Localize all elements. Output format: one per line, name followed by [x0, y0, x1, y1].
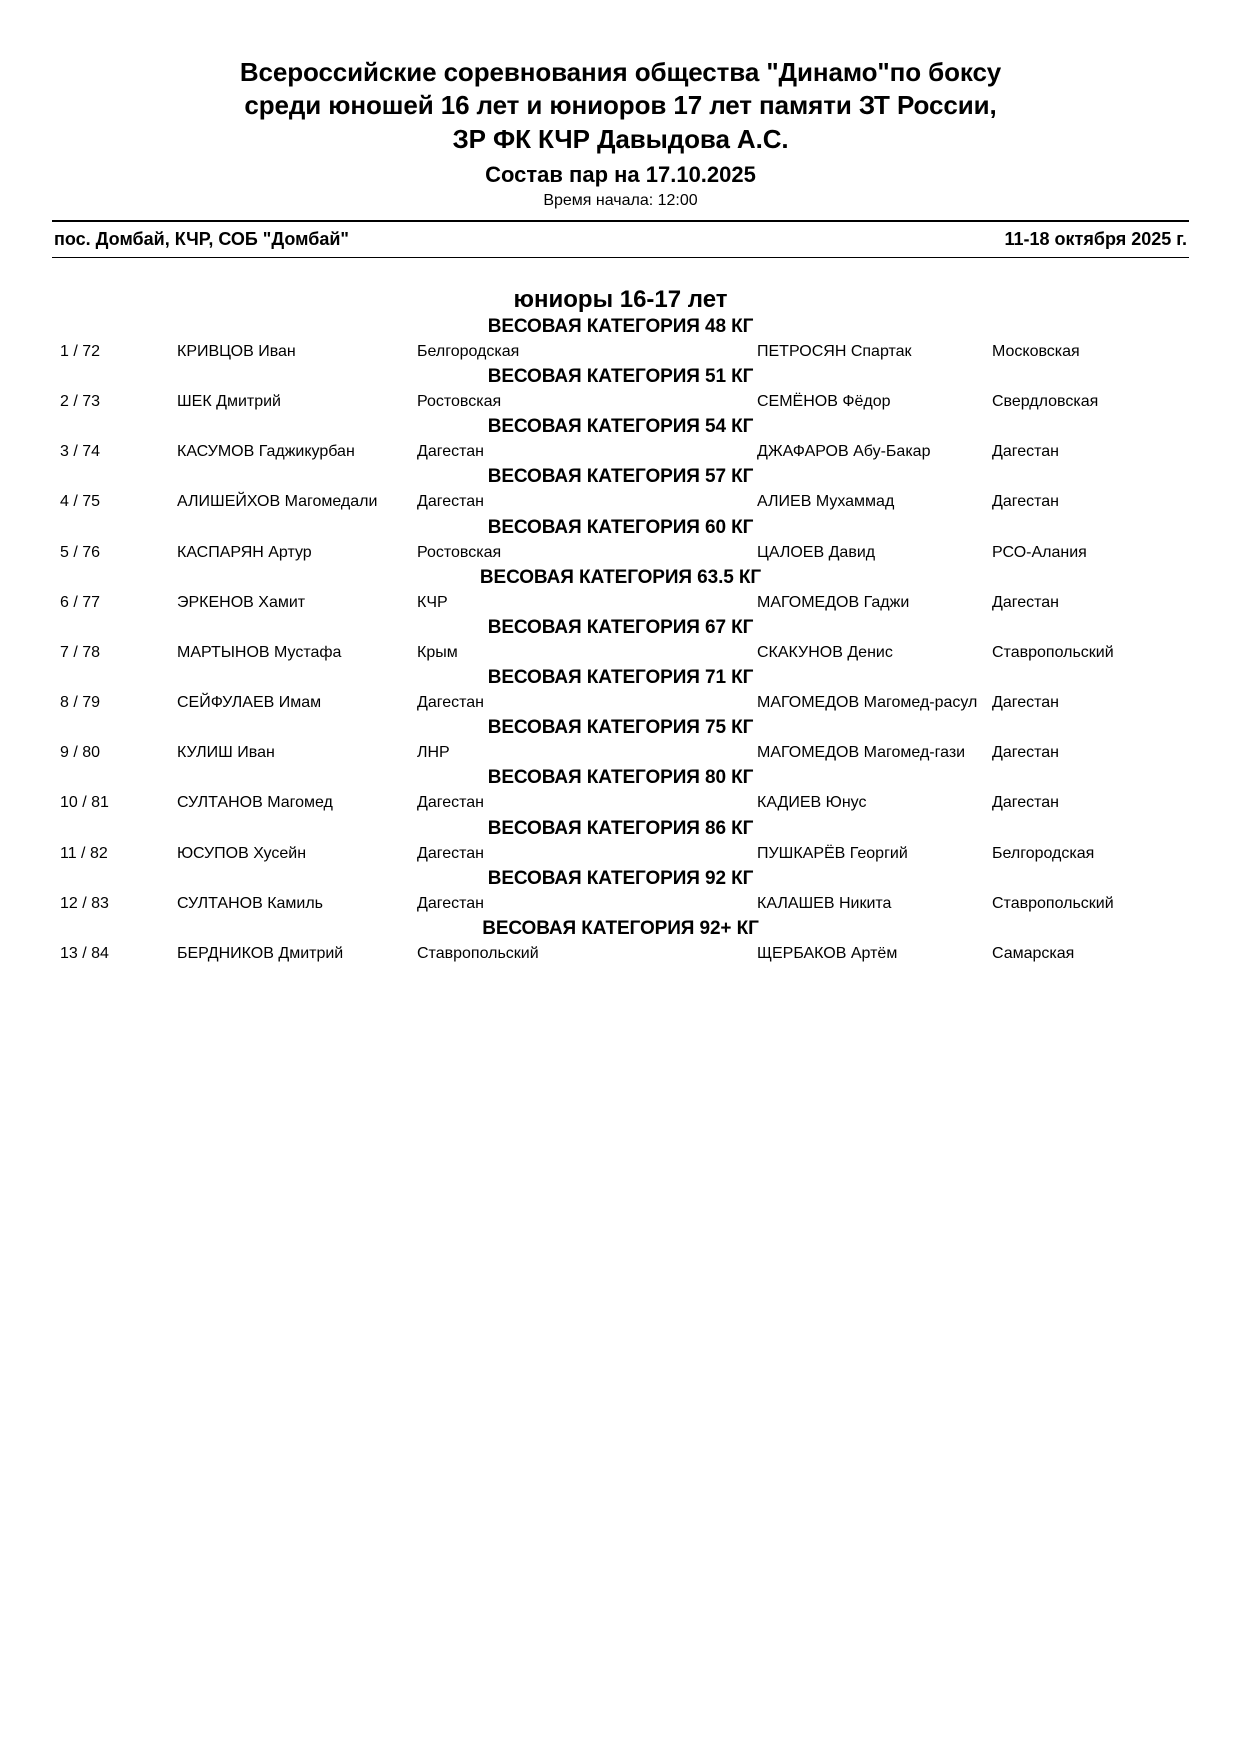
bout-row	[52, 942, 1189, 965]
weight-category-title: ВЕСОВАЯ КАТЕГОРИЯ 92 КГ	[487, 867, 754, 889]
bout-row	[52, 641, 1189, 664]
blue-corner-name: ЦАЛОЕВ Давид	[757, 543, 876, 561]
bout-row	[52, 791, 1189, 814]
blue-corner-name: АЛИЕВ Мухаммад	[757, 493, 895, 511]
bout-number: 2 / 73	[60, 392, 101, 410]
red-corner-name: КУЛИШ Иван	[177, 744, 275, 762]
bout-number: 7 / 78	[60, 643, 101, 661]
bout-row	[52, 691, 1189, 714]
weight-category-title: ВЕСОВАЯ КАТЕГОРИЯ 63.5 КГ	[479, 566, 762, 588]
blue-corner-region: Дагестан	[992, 744, 1059, 762]
red-corner-region: Белгородская	[417, 342, 520, 360]
bout-row	[52, 390, 1189, 413]
blue-corner-region: Ставропольский	[992, 894, 1114, 912]
bout-number: 8 / 79	[60, 694, 101, 712]
blue-corner-region: Дагестан	[992, 593, 1059, 611]
blue-corner-region: Свердловская	[992, 392, 1099, 410]
bout-number: 13 / 84	[60, 945, 109, 963]
venue-divider	[52, 257, 1189, 258]
blue-corner-name: ПЕТРОСЯН Спартак	[757, 342, 912, 360]
blue-corner-name: ЩЕРБАКОВ Артём	[757, 945, 898, 963]
red-corner-region: Дагестан	[417, 694, 484, 712]
red-corner-name: ЮСУПОВ Хусейн	[177, 844, 307, 862]
red-corner-name: СЕЙФУЛАЕВ Имам	[177, 694, 322, 712]
bout-row	[52, 741, 1189, 764]
bout-number: 9 / 80	[60, 744, 101, 762]
weight-category-title: ВЕСОВАЯ КАТЕГОРИЯ 48 КГ	[487, 315, 754, 337]
red-corner-region: Ставропольский	[417, 945, 539, 963]
title-line-2: среди юношей 16 лет и юниоров 17 лет памяти ЗТ России,	[244, 90, 997, 121]
weight-category-title: ВЕСОВАЯ КАТЕГОРИЯ 54 КГ	[487, 416, 754, 438]
blue-corner-region: Московская	[992, 342, 1080, 360]
red-corner-name: МАРТЫНОВ Мустафа	[177, 643, 342, 661]
red-corner-region: Ростовская	[417, 392, 502, 410]
document-header	[52, 0, 1189, 210]
bout-number: 12 / 83	[60, 894, 109, 912]
weight-category-title: ВЕСОВАЯ КАТЕГОРИЯ 57 КГ	[487, 466, 754, 488]
red-corner-region: Крым	[417, 643, 458, 661]
start-time: Время начала: 12:00	[543, 191, 698, 209]
red-corner-name: КАСПАРЯН Артур	[177, 543, 312, 561]
bout-number: 5 / 76	[60, 543, 101, 561]
weight-category-title: ВЕСОВАЯ КАТЕГОРИЯ 71 КГ	[487, 667, 754, 689]
bout-row	[52, 340, 1189, 363]
red-corner-name: ШЕК Дмитрий	[177, 392, 281, 410]
weight-category-title: ВЕСОВАЯ КАТЕГОРИЯ 86 КГ	[487, 817, 754, 839]
bout-row	[52, 591, 1189, 614]
title-line-1: Всероссийские соревнования общества "Динамо"по боксу	[239, 57, 1002, 87]
red-corner-region: Дагестан	[417, 493, 484, 511]
bout-number: 6 / 77	[60, 593, 101, 611]
blue-corner-name: КАДИЕВ Юнус	[757, 794, 867, 812]
bout-row	[52, 541, 1189, 564]
blue-corner-name: МАГОМЕДОВ Магомед-расул	[757, 694, 978, 712]
blue-corner-name: СЕМЁНОВ Фёдор	[757, 392, 891, 410]
blue-corner-region: Дагестан	[992, 794, 1059, 812]
red-corner-name: СУЛТАНОВ Магомед	[177, 794, 333, 812]
red-corner-region: ЛНР	[417, 744, 450, 762]
blue-corner-region: Самарская	[992, 945, 1075, 963]
bout-number: 11 / 82	[60, 844, 108, 862]
blue-corner-region: Дагестан	[992, 443, 1059, 461]
blue-corner-region: РСО-Алания	[992, 543, 1087, 561]
bout-row	[52, 842, 1189, 865]
red-corner-region: КЧР	[417, 593, 448, 611]
blue-corner-name: КАЛАШЕВ Никита	[757, 894, 892, 912]
red-corner-name: АЛИШЕЙХОВ Магомедали	[177, 493, 378, 511]
weight-category-title: ВЕСОВАЯ КАТЕГОРИЯ 92+ КГ	[482, 918, 759, 940]
bout-row	[52, 440, 1189, 463]
blue-corner-name: ДЖАФАРОВ Абу-Бакар	[757, 443, 931, 461]
dates-label: 11-18 октября 2025 г.	[1004, 228, 1187, 249]
venue-label: пос. Домбай, КЧР, СОБ "Домбай"	[54, 228, 349, 249]
blue-corner-name: МАГОМЕДОВ Гаджи	[757, 593, 910, 611]
blue-corner-name: МАГОМЕДОВ Магомед-гази	[757, 744, 966, 762]
blue-corner-region: Дагестан	[992, 493, 1059, 511]
bout-number: 4 / 75	[60, 493, 101, 511]
bout-row	[52, 490, 1189, 513]
bout-number: 10 / 81	[60, 794, 109, 812]
section-title: юниоры 16-17 лет	[513, 285, 728, 313]
venue-row	[52, 222, 1189, 257]
red-corner-region: Дагестан	[417, 844, 484, 862]
bout-row	[52, 892, 1189, 915]
bout-number: 1 / 72	[60, 342, 101, 360]
weight-category-title: ВЕСОВАЯ КАТЕГОРИЯ 51 КГ	[487, 365, 754, 387]
weight-category-title: ВЕСОВАЯ КАТЕГОРИЯ 75 КГ	[487, 717, 754, 739]
blue-corner-name: ПУШКАРЁВ Георгий	[757, 844, 908, 862]
red-corner-region: Дагестан	[417, 794, 484, 812]
red-corner-name: СУЛТАНОВ Камиль	[177, 894, 324, 912]
weight-category-title: ВЕСОВАЯ КАТЕГОРИЯ 67 КГ	[487, 616, 754, 638]
blue-corner-name: СКАКУНОВ Денис	[757, 643, 893, 661]
red-corner-region: Дагестан	[417, 894, 484, 912]
blue-corner-region: Ставропольский	[992, 643, 1114, 661]
red-corner-name: КАСУМОВ Гаджикурбан	[177, 443, 355, 461]
bouts-list	[52, 316, 1189, 965]
red-corner-name: БЕРДНИКОВ Дмитрий	[177, 945, 344, 963]
red-corner-region: Ростовская	[417, 543, 502, 561]
red-corner-name: ЭРКЕНОВ Хамит	[177, 593, 306, 611]
weight-category-title: ВЕСОВАЯ КАТЕГОРИЯ 60 КГ	[487, 516, 754, 538]
bout-number: 3 / 74	[60, 443, 101, 461]
pairs-date-subtitle: Состав пар на 17.10.2025	[485, 161, 756, 187]
red-corner-name: КРИВЦОВ Иван	[177, 342, 296, 360]
red-corner-region: Дагестан	[417, 443, 484, 461]
blue-corner-region: Дагестан	[992, 694, 1059, 712]
blue-corner-region: Белгородская	[992, 844, 1095, 862]
weight-category-title: ВЕСОВАЯ КАТЕГОРИЯ 80 КГ	[487, 767, 754, 789]
title-line-3: ЗР ФК КЧР Давыдова А.С.	[452, 123, 789, 154]
